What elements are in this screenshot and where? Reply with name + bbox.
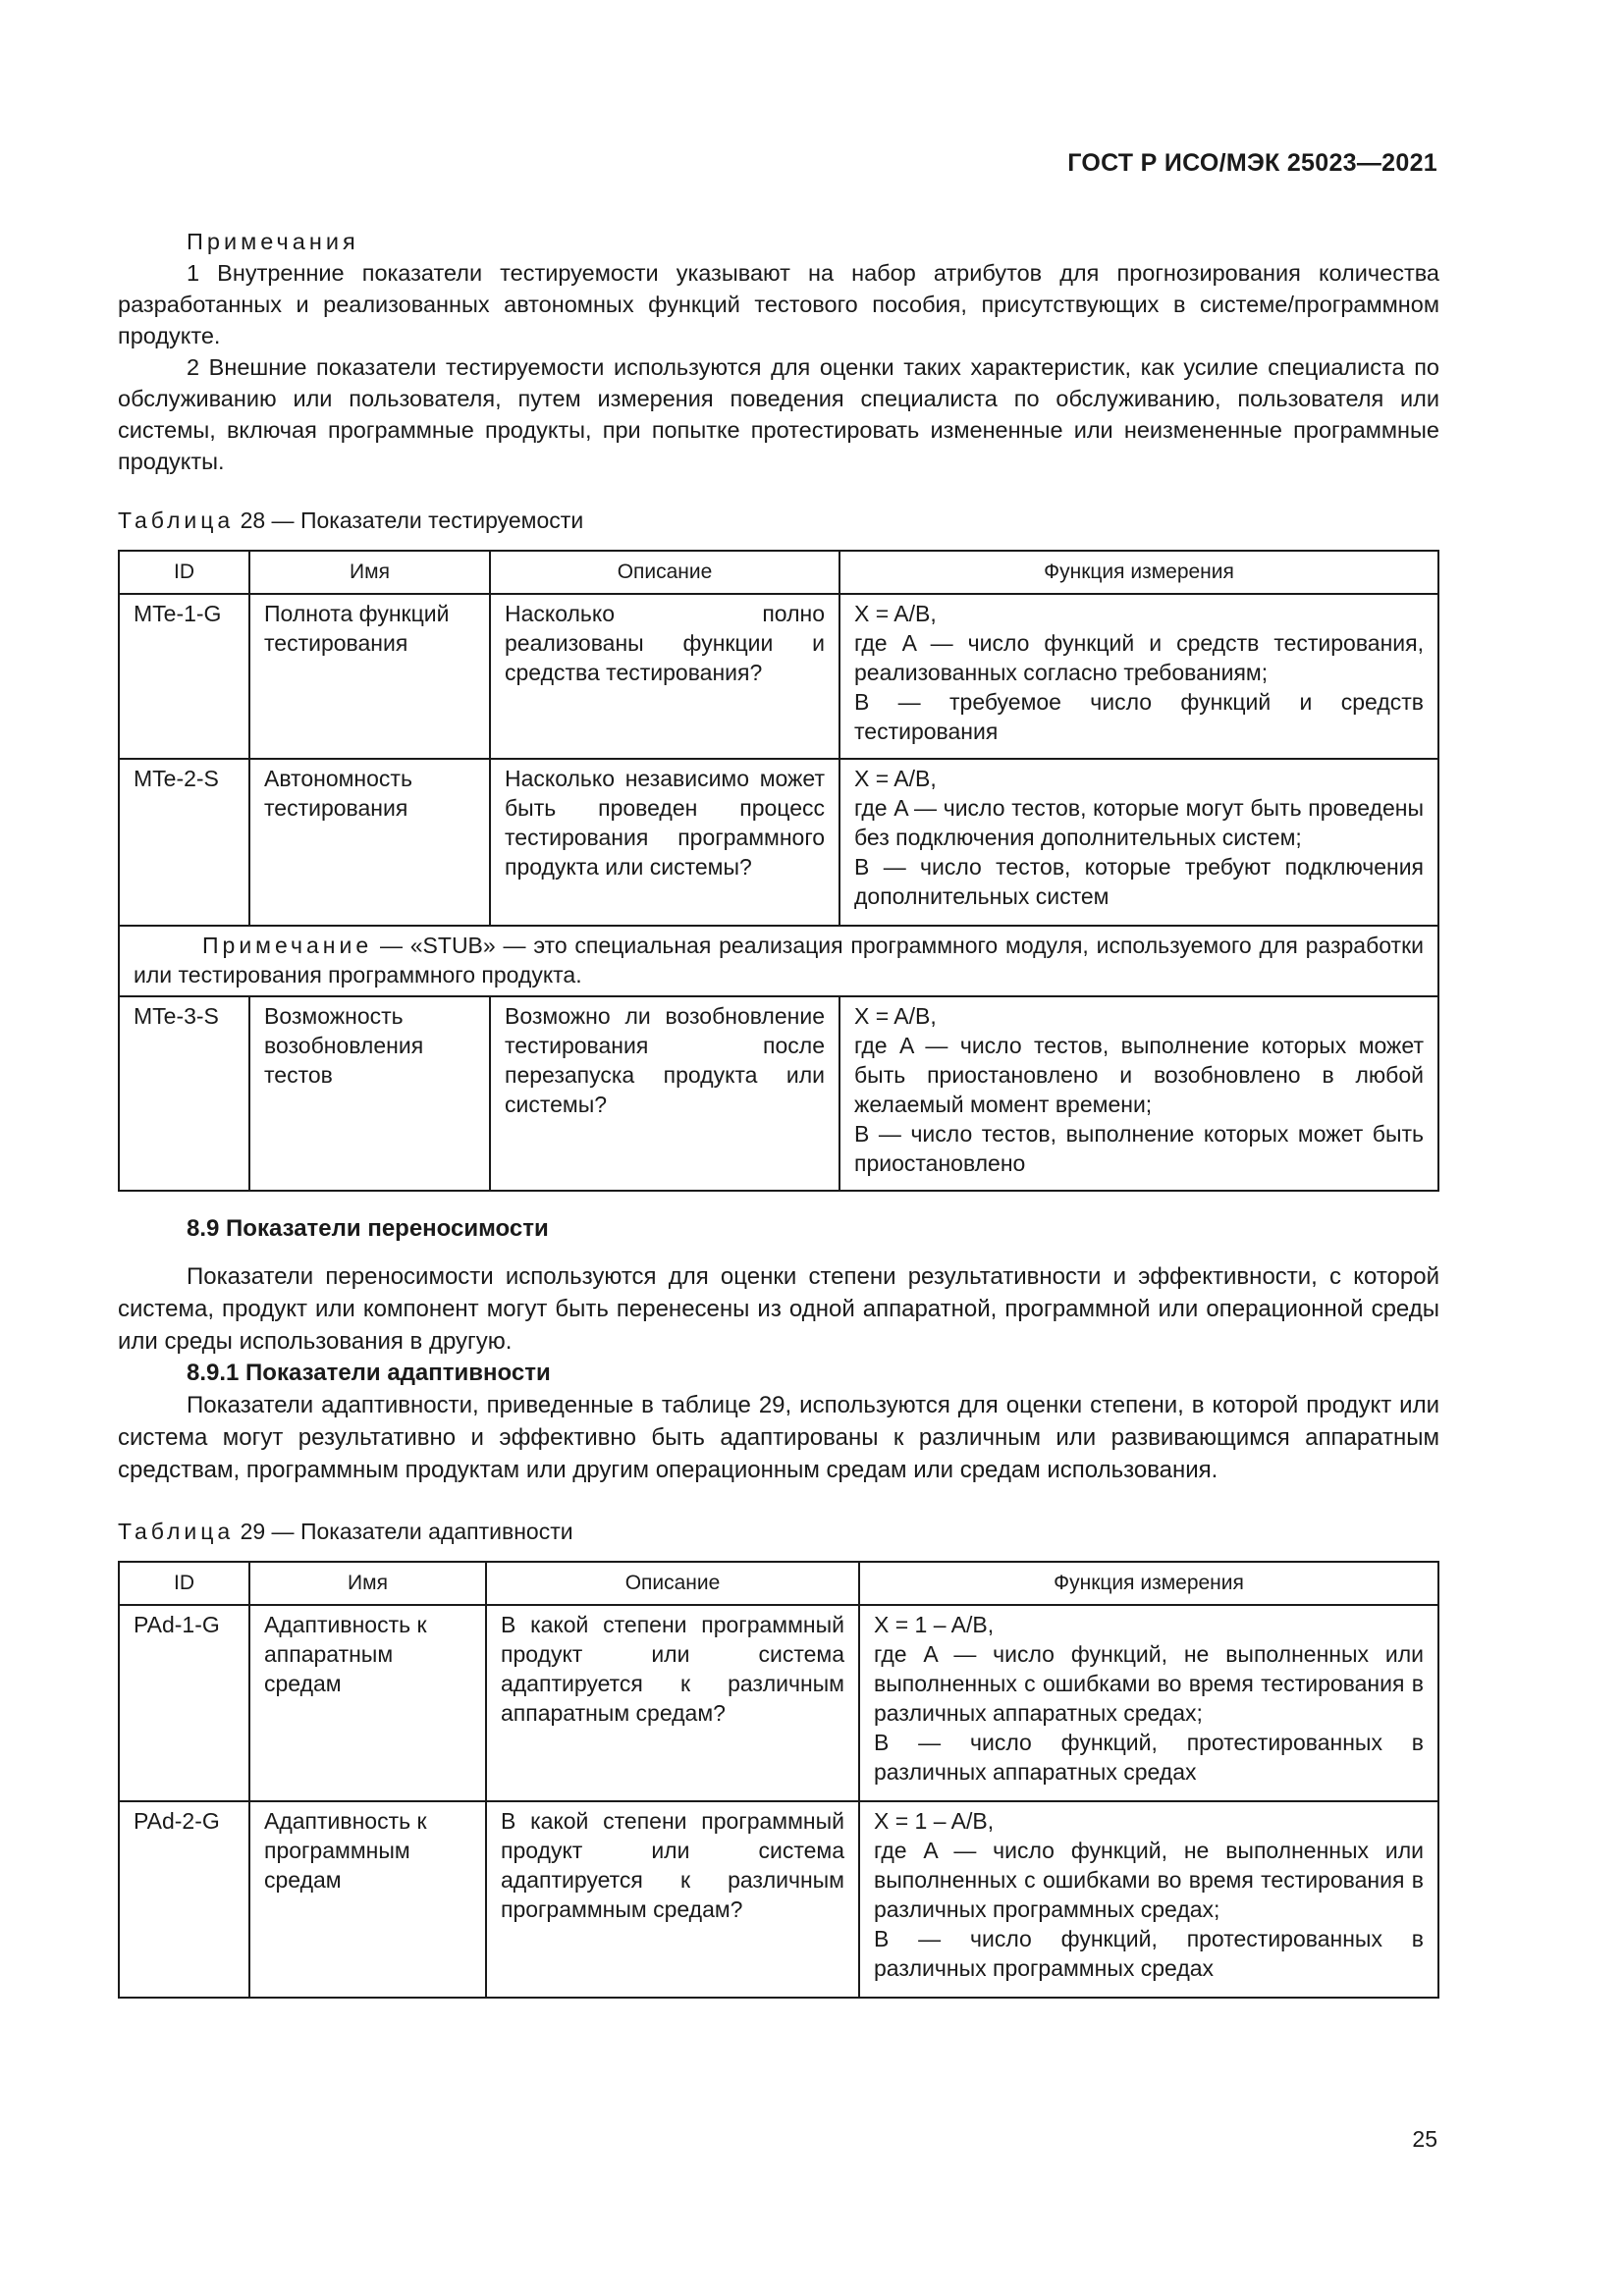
table29-caption-word: Таблица xyxy=(118,1519,235,1544)
page-number: 25 xyxy=(1412,2126,1437,2152)
table29 xyxy=(118,1561,1439,1999)
section-8-9-title: 8.9 Показатели переносимости xyxy=(187,1215,549,1242)
table-note-word: Примечание xyxy=(202,933,373,958)
header-name: Имя xyxy=(249,551,490,594)
cell-function: X = A/B, где A — число тестов, которые могут быть проведены без подключения дополнительных систем; B — число тестов, которые требуют подключения дополнительных систем xyxy=(839,759,1438,926)
note-item: 1 Внутренние показатели тестируемости указывают на набор атрибутов для прогнозирования количества разработанных и реализованных автономных функций тестового пособия, присутствующих в системе/программном продукте. xyxy=(118,260,1439,348)
page-content xyxy=(118,226,1439,1999)
header-function: Функция измерения xyxy=(839,551,1438,594)
table-row xyxy=(119,594,1438,759)
table28-caption-text: 28 — Показатели тестируемости xyxy=(240,507,584,533)
table-row xyxy=(119,996,1438,1191)
table-note xyxy=(119,926,1438,996)
cell-description: В какой степени программный продукт или система адаптируется к различным программным средам? xyxy=(486,1801,859,1998)
cell-function: X = 1 – A/B, где A — число функций, не выполненных или выполненных с ошибками во время тестирования в различных программных средах; B — число функций, протестированных в различных программных средах xyxy=(859,1801,1438,1998)
cell-id: MTe-1-G xyxy=(119,594,249,759)
cell-id: MTe-2-S xyxy=(119,759,249,926)
table-row xyxy=(119,1801,1438,1998)
header-function: Функция измерения xyxy=(859,1562,1438,1605)
section-8-9-1-title: 8.9.1 Показатели адаптивности xyxy=(187,1360,551,1386)
cell-id: MTe-3-S xyxy=(119,996,249,1191)
section-8-9-1-text: Показатели адаптивности, приведенные в таблице 29, используются для оценки степени, в которой продукт или система могут результативно и эффективно быть адаптированы к различным или развивающимся аппаратным средствам, программным продуктам или другим операционным средам или средам использования. xyxy=(118,1392,1439,1483)
header-description: Описание xyxy=(490,551,839,594)
cell-function: X = A/B, где A — число функций и средств тестирования, реализованных согласно требованиям; B — требуемое число функций и средств тестирования xyxy=(839,594,1438,759)
cell-id: PAd-1-G xyxy=(119,1605,249,1801)
cell-name: Полнота функций тестирования xyxy=(249,594,490,759)
cell-name: Автономность тестирования xyxy=(249,759,490,926)
table28-caption xyxy=(118,505,1439,536)
cell-description: Возможно ли возобновление тестирования после перезапуска продукта или системы? xyxy=(490,996,839,1191)
cell-id: PAd-2-G xyxy=(119,1801,249,1998)
notes-title: Примечания xyxy=(187,229,359,254)
table28 xyxy=(118,550,1439,1192)
table29-caption xyxy=(118,1516,1439,1547)
header-id: ID xyxy=(119,1562,249,1605)
table28-caption-word: Таблица xyxy=(118,507,235,533)
table29-caption-text: 29 — Показатели адаптивности xyxy=(240,1519,573,1544)
cell-name: Возможность возобновления тестов xyxy=(249,996,490,1191)
cell-description: Насколько независимо может быть проведен процесс тестирования программного продукта или системы? xyxy=(490,759,839,926)
cell-description: В какой степени программный продукт или система адаптируется к различным аппаратным средам? xyxy=(486,1605,859,1801)
table-row xyxy=(119,759,1438,926)
header-description: Описание xyxy=(486,1562,859,1605)
table-note-row xyxy=(119,926,1438,996)
cell-name: Адаптивность к аппаратным средам xyxy=(249,1605,486,1801)
table-note-text: — «STUB» — это специальная реализация программного модуля, используемого для разработки или тестирования программного продукта. xyxy=(134,933,1424,988)
cell-function: X = 1 – A/B, где A — число функций, не выполненных или выполненных с ошибками во время тестирования в различных аппаратных средах; B — число функций, протестированных в различных аппаратных средах xyxy=(859,1605,1438,1801)
cell-function: X = A/B, где A — число тестов, выполнение которых может быть приостановлено и возобновлено в любой желаемый момент времени; B — число тестов, выполнение которых может быть приостановлено xyxy=(839,996,1438,1191)
section-8-9-text: Показатели переносимости используются для оценки степени результативности и эффективности, с которой система, продукт или компонент могут быть перенесены из одной аппаратной, программной или операционной среды или среды использования в другую. xyxy=(118,1263,1439,1355)
header-name: Имя xyxy=(249,1562,486,1605)
table-row xyxy=(119,1605,1438,1801)
document-header: ГОСТ Р ИСО/МЭК 25023—2021 xyxy=(1067,149,1437,177)
cell-description: Насколько полно реализованы функции и средства тестирования? xyxy=(490,594,839,759)
header-id: ID xyxy=(119,551,249,594)
cell-name: Адаптивность к программным средам xyxy=(249,1801,486,1998)
note-item: 2 Внешние показатели тестируемости используются для оценки таких характеристик, как усилие специалиста по обслуживанию или пользователя, путем измерения поведения специалиста по обслуживанию, пользователя или системы, включая программные продукты, при попытке протестировать измененные или неизмененные программные продукты. xyxy=(118,354,1439,474)
